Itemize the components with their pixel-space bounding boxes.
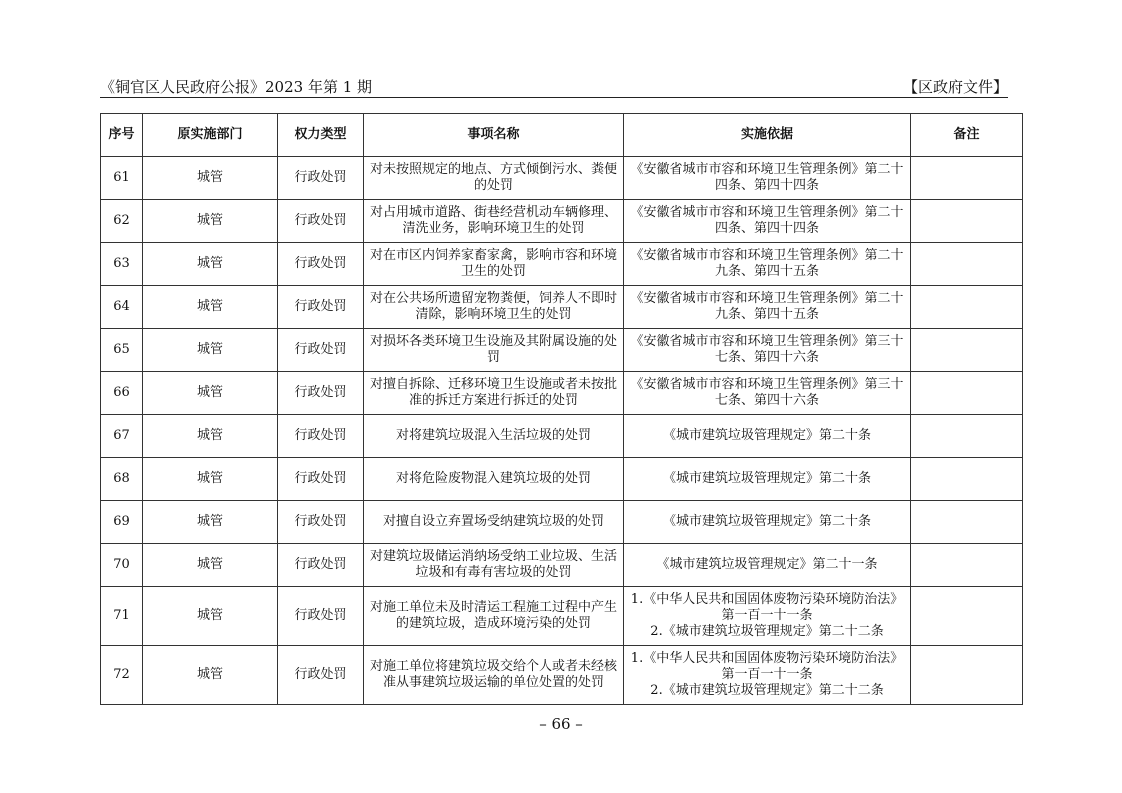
- cell-type: 行政处罚: [278, 243, 364, 286]
- cell-note: [911, 458, 1023, 501]
- cell-note: [911, 415, 1023, 458]
- cell-dept: 城管: [143, 501, 278, 544]
- cell-no: 71: [101, 587, 143, 646]
- cell-item: 对将危险废物混入建筑垃圾的处罚: [364, 458, 624, 501]
- table-row: [101, 157, 1023, 200]
- column-header-type: [278, 114, 364, 157]
- cell-dept: 城管: [143, 286, 278, 329]
- cell-type: 行政处罚: [278, 157, 364, 200]
- cell-type: 行政处罚: [278, 329, 364, 372]
- table-row: [101, 243, 1023, 286]
- basis-line: 《安徽省城市市容和环境卫生管理条例》第三十七条、第四十六条: [630, 334, 904, 365]
- basis-line: 《安徽省城市市容和环境卫生管理条例》第二十四条、第四十四条: [630, 205, 904, 236]
- cell-note: [911, 286, 1023, 329]
- cell-no: 67: [101, 415, 143, 458]
- cell-note: [911, 372, 1023, 415]
- table-row: [101, 200, 1023, 243]
- cell-note: [911, 646, 1023, 705]
- cell-item: 对占用城市道路、街巷经营机动车辆修理、清洗业务，影响环境卫生的处罚: [364, 200, 624, 243]
- header-rule: [100, 97, 1008, 98]
- cell-dept: 城管: [143, 544, 278, 587]
- column-header-label: 权力类型: [294, 127, 347, 142]
- column-header-dept: [143, 114, 278, 157]
- basis-line: 《安徽省城市市容和环境卫生管理条例》第三十七条、第四十六条: [630, 377, 904, 408]
- basis-line: 《城市建筑垃圾管理规定》第二十条: [662, 514, 871, 529]
- cell-no: 69: [101, 501, 143, 544]
- cell-basis: [624, 415, 911, 458]
- cell-basis: [624, 200, 911, 243]
- cell-type: 行政处罚: [278, 415, 364, 458]
- column-header-no: [101, 114, 143, 157]
- cell-dept: 城管: [143, 458, 278, 501]
- cell-item: 对未按照规定的地点、方式倾倒污水、粪便的处罚: [364, 157, 624, 200]
- cell-basis: [624, 286, 911, 329]
- cell-note: [911, 501, 1023, 544]
- column-header-note: [911, 114, 1023, 157]
- basis-line: 2.《城市建筑垃圾管理规定》第二十二条: [650, 624, 884, 639]
- cell-no: 63: [101, 243, 143, 286]
- cell-dept: 城管: [143, 200, 278, 243]
- cell-dept: 城管: [143, 372, 278, 415]
- cell-note: [911, 243, 1023, 286]
- basis-line: 2.《城市建筑垃圾管理规定》第二十二条: [650, 683, 884, 698]
- cell-type: 行政处罚: [278, 544, 364, 587]
- cell-dept: 城管: [143, 329, 278, 372]
- cell-dept: 城管: [143, 587, 278, 646]
- table-row: [101, 372, 1023, 415]
- basis-line: 《城市建筑垃圾管理规定》第二十一条: [656, 557, 878, 572]
- power-list-table: [100, 113, 1023, 705]
- cell-no: 64: [101, 286, 143, 329]
- page-number: – 66 –: [539, 715, 583, 733]
- cell-basis: [624, 458, 911, 501]
- table-row: [101, 415, 1023, 458]
- cell-no: 68: [101, 458, 143, 501]
- cell-item: 对在公共场所遗留宠物粪便，饲养人不即时清除，影响环境卫生的处罚: [364, 286, 624, 329]
- cell-type: 行政处罚: [278, 458, 364, 501]
- cell-type: 行政处罚: [278, 286, 364, 329]
- cell-note: [911, 200, 1023, 243]
- basis-line: 1.《中华人民共和国固体废物污染环境防治法》第一百一十一条: [630, 651, 904, 682]
- cell-dept: 城管: [143, 646, 278, 705]
- table-row: [101, 501, 1023, 544]
- cell-no: 72: [101, 646, 143, 705]
- cell-type: 行政处罚: [278, 587, 364, 646]
- section-label: 【区政府文件】: [902, 78, 1008, 96]
- cell-basis: [624, 243, 911, 286]
- table-row: [101, 587, 1023, 646]
- cell-dept: 城管: [143, 243, 278, 286]
- cell-type: 行政处罚: [278, 200, 364, 243]
- cell-note: [911, 587, 1023, 646]
- table-row: [101, 286, 1023, 329]
- basis-line: 《安徽省城市市容和环境卫生管理条例》第二十四条、第四十四条: [630, 162, 904, 193]
- cell-item: 对将建筑垃圾混入生活垃圾的处罚: [364, 415, 624, 458]
- column-header-item: [364, 114, 624, 157]
- table-row: [101, 458, 1023, 501]
- cell-basis: [624, 544, 911, 587]
- cell-item: 对损坏各类环境卫生设施及其附属设施的处罚: [364, 329, 624, 372]
- table-body: [101, 157, 1023, 705]
- cell-dept: 城管: [143, 157, 278, 200]
- column-header-label: 实施依据: [740, 127, 793, 142]
- column-header-basis: [624, 114, 911, 157]
- cell-basis: [624, 587, 911, 646]
- cell-item: 对在市区内饲养家畜家禽，影响市容和环境卫生的处罚: [364, 243, 624, 286]
- cell-no: 66: [101, 372, 143, 415]
- cell-no: 70: [101, 544, 143, 587]
- cell-no: 65: [101, 329, 143, 372]
- cell-basis: [624, 501, 911, 544]
- cell-item: 对建筑垃圾储运消纳场受纳工业垃圾、生活垃圾和有毒有害垃圾的处罚: [364, 544, 624, 587]
- cell-basis: [624, 372, 911, 415]
- basis-line: 《城市建筑垃圾管理规定》第二十条: [662, 471, 871, 486]
- table-row: [101, 544, 1023, 587]
- column-header-label: 备注: [953, 127, 980, 142]
- cell-item: 对施工单位未及时清运工程施工过程中产生的建筑垃圾，造成环境污染的处罚: [364, 587, 624, 646]
- cell-type: 行政处罚: [278, 646, 364, 705]
- column-header-label: 序号: [108, 127, 135, 142]
- cell-no: 61: [101, 157, 143, 200]
- basis-line: 《安徽省城市市容和环境卫生管理条例》第二十九条、第四十五条: [630, 248, 904, 279]
- cell-basis: [624, 646, 911, 705]
- column-header-label: 事项名称: [467, 127, 520, 142]
- cell-note: [911, 544, 1023, 587]
- table-row: [101, 329, 1023, 372]
- cell-item: 对擅自拆除、迁移环境卫生设施或者未按批准的拆迁方案进行拆迁的处罚: [364, 372, 624, 415]
- table-row: [101, 646, 1023, 705]
- cell-no: 62: [101, 200, 143, 243]
- basis-line: 《安徽省城市市容和环境卫生管理条例》第二十九条、第四十五条: [630, 291, 904, 322]
- cell-dept: 城管: [143, 415, 278, 458]
- basis-line: 1.《中华人民共和国固体废物污染环境防治法》第一百一十一条: [630, 592, 904, 623]
- basis-line: 《城市建筑垃圾管理规定》第二十条: [662, 428, 871, 443]
- cell-type: 行政处罚: [278, 372, 364, 415]
- page-header: [100, 77, 1008, 97]
- cell-item: 对施工单位将建筑垃圾交给个人或者未经核准从事建筑垃圾运输的单位处置的处罚: [364, 646, 624, 705]
- cell-basis: [624, 157, 911, 200]
- cell-note: [911, 329, 1023, 372]
- publication-title: 《铜官区人民政府公报》2023 年第 1 期: [100, 78, 373, 96]
- cell-type: 行政处罚: [278, 501, 364, 544]
- table-header-row: [101, 114, 1023, 157]
- cell-note: [911, 157, 1023, 200]
- cell-item: 对擅自设立弃置场受纳建筑垃圾的处罚: [364, 501, 624, 544]
- column-header-label: 原实施部门: [177, 127, 243, 142]
- cell-basis: [624, 329, 911, 372]
